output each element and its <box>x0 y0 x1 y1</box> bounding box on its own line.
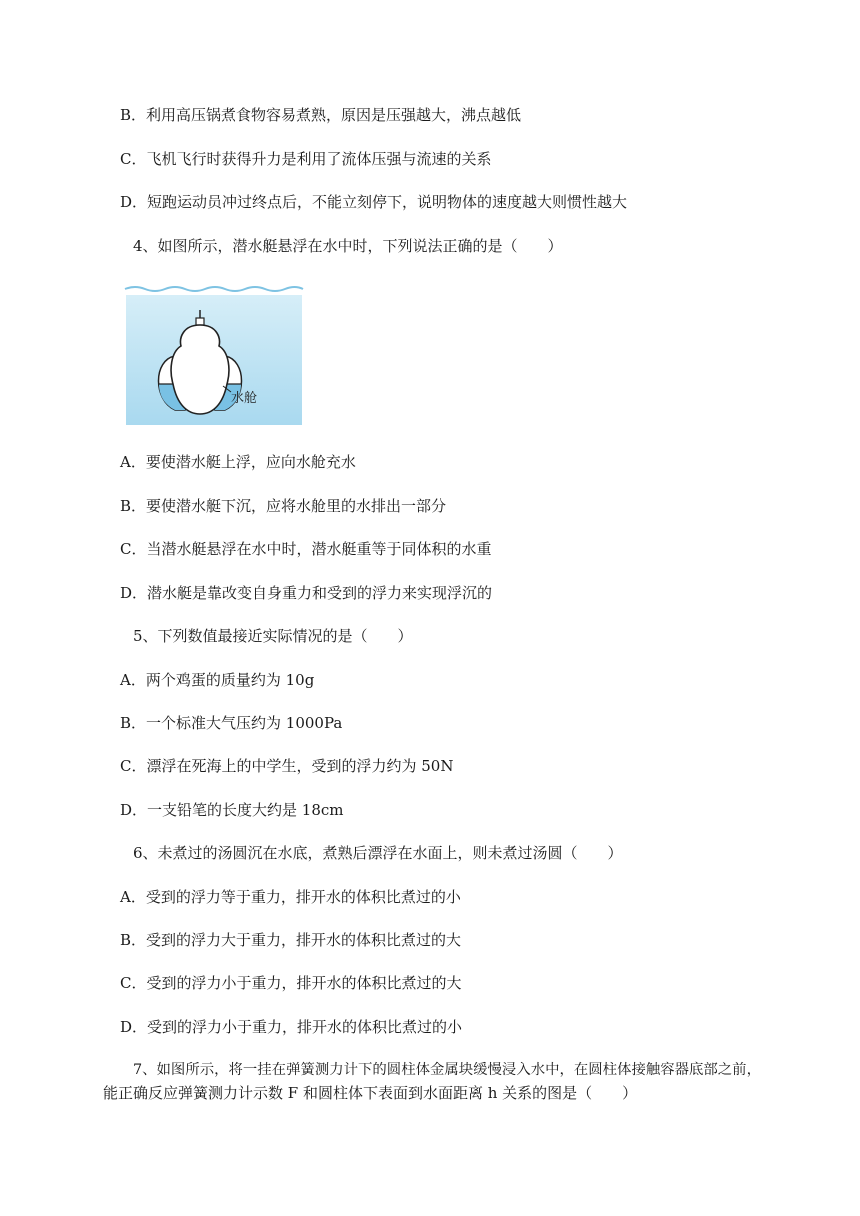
q6-option-a: A．受到的浮力等于重力，排开水的体积比煮过的小 <box>120 888 461 906</box>
q5-stem: 5、下列数值最接近实际情况的是（ ） <box>133 627 413 645</box>
q5-option-a: A．两个鸡蛋的质量约为 10g <box>120 671 315 689</box>
q4-option-a: A．要使潜水艇上浮，应向水舱充水 <box>120 453 356 471</box>
q7-stem-line-2: 能正确反应弹簧测力计示数 F 和圆柱体下表面到水面距离 h 关系的图是（ ） <box>103 1084 638 1102</box>
q6-option-b: B．受到的浮力大于重力，排开水的体积比煮过的大 <box>120 931 462 949</box>
q3-option-d: D．短跑运动员冲过终点后，不能立刻停下，说明物体的速度越大则惯性越大 <box>120 193 628 211</box>
q6-stem: 6、未煮过的汤圆沉在水底，煮熟后漂浮在水面上，则未煮过汤圆（ ） <box>133 844 623 862</box>
q7-stem-line-1: 7、如图所示，将一挂在弹簧测力计下的圆柱体金属块缓慢浸入水中，在圆柱体接触容器底部之前， <box>133 1062 761 1078</box>
q4-option-d: D．潜水艇是靠改变自身重力和受到的浮力来实现浮沉的 <box>120 584 493 602</box>
submarine-figure <box>123 280 305 426</box>
ballast-tank-label: 水舱 <box>231 391 258 406</box>
q4-stem: 4、如图所示，潜水艇悬浮在水中时，下列说法正确的是（ ） <box>133 237 563 255</box>
q3-option-b: B．利用高压锅煮食物容易煮熟，原因是压强越大，沸点越低 <box>120 106 522 124</box>
water-surface-wave <box>125 287 303 291</box>
q6-option-d: D．受到的浮力小于重力，排开水的体积比煮过的小 <box>120 1018 463 1036</box>
q6-option-c: C．受到的浮力小于重力，排开水的体积比煮过的大 <box>120 974 462 992</box>
q5-option-c: C．漂浮在死海上的中学生，受到的浮力约为 50N <box>120 757 454 775</box>
q5-option-b: B．一个标准大气压约为 1000Pa <box>120 714 343 732</box>
q4-option-b: B．要使潜水艇下沉，应将水舱里的水排出一部分 <box>120 497 447 515</box>
q3-option-c: C．飞机飞行时获得升力是利用了流体压强与流速的关系 <box>120 150 492 168</box>
q4-option-c: C．当潜水艇悬浮在水中时，潜水艇重等于同体积的水重 <box>120 540 492 558</box>
q5-option-d: D．一支铅笔的长度大约是 18cm <box>120 801 344 819</box>
